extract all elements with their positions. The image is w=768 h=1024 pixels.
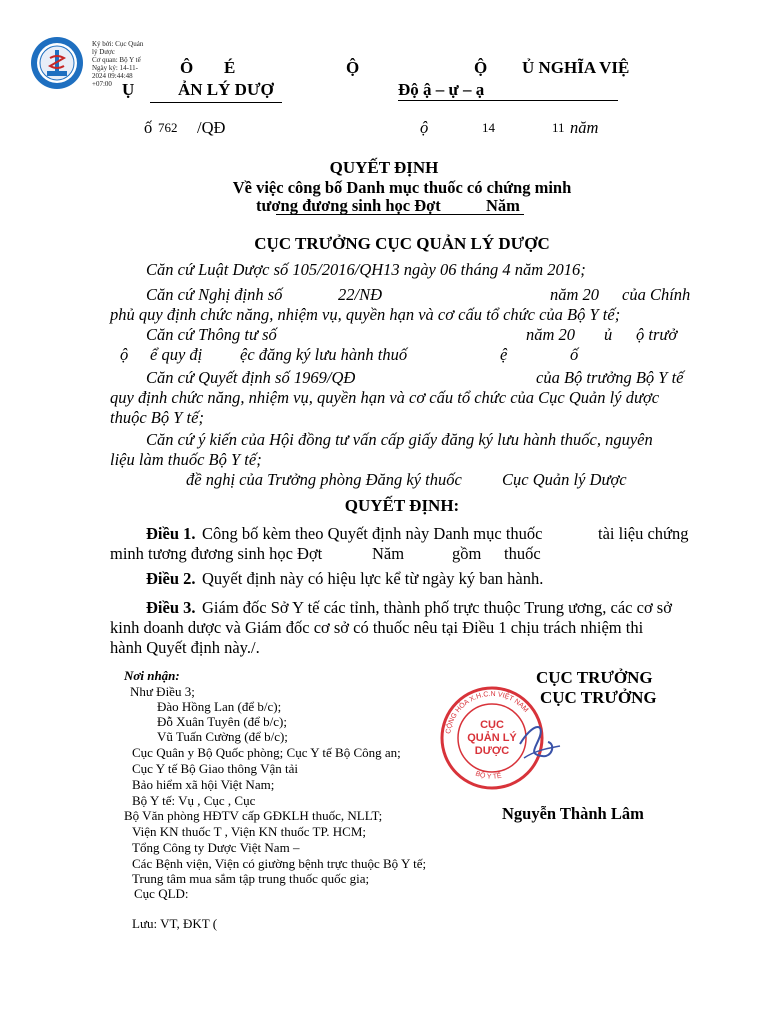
recipient-item: Như Điều 3; [130, 684, 195, 699]
doc-number-prefix: ố [144, 118, 153, 137]
signer-title-2: CỤC TRƯỞNG [540, 688, 657, 707]
subtitle-underline [276, 214, 524, 215]
basis-6b: Cục Quản lý Dược [502, 470, 627, 489]
basis-3h: ệ [500, 345, 508, 364]
stamp-ring-bottom: BỘ Y TẾ [474, 770, 503, 781]
basis-3g: ệc đăng ký lưu hành thuố [240, 345, 408, 364]
basis-4d: thuộc Bộ Y tế; [110, 408, 204, 427]
date-mark: ộ [420, 118, 429, 137]
basis-2c: năm 20 [550, 285, 600, 304]
basis-4b: của Bộ trưởng Bộ Y tế [536, 368, 684, 387]
stamp-center-line2: QUẢN LÝ [467, 732, 517, 744]
header-right-line1c: Ủ NGHĨA VIỆ [522, 58, 630, 77]
recipient-item: Cục Quân y Bộ Quốc phòng; Cục Y tế Bộ Công an; [132, 745, 401, 760]
article-3c: hành Quyết định này./. [110, 638, 260, 657]
recipient-item: Viện KN thuốc T , Viện KN thuốc TP. HCM; [132, 824, 367, 839]
basis-2a: Căn cứ Nghị định số [146, 285, 283, 304]
signer-name: Nguyễn Thành Lâm [502, 804, 644, 823]
header-right-underline [398, 100, 618, 101]
article-1b: tài liệu chứng [598, 524, 689, 543]
article-1a: Công bố kèm theo Quyết định này Danh mục thuốc [202, 524, 543, 543]
article-3a: Giám đốc Sở Y tế các tỉnh, thành phố trực thuộc Trung ương, các cơ sở [202, 598, 672, 617]
article-3b: kinh doanh dược và Giám đốc cơ sở có thuốc nêu tại Điều 1 chịu trách nhiệm thi [110, 618, 644, 637]
decision-subtitle-line2b: Năm [486, 196, 520, 215]
stamp-center-line3: DƯỢC [474, 745, 510, 757]
decision-subtitle-line2a: tương đương sinh học Đợt [256, 196, 441, 215]
header-left-line2b: ẢN LÝ DƯỢ [178, 80, 274, 99]
recipient-item: Cục QLD: [134, 886, 189, 901]
article-1f: thuốc [504, 544, 541, 563]
basis-1: Căn cứ Luật Dược số 105/2016/QH13 ngày 06 tháng 4 năm 2016; [146, 260, 586, 279]
recipient-item: Tổng Công ty Dược Việt Nam – [132, 840, 300, 855]
header-left-line1b: É [224, 58, 236, 77]
header-right-line2: Độ ậ – ự – ạ [398, 80, 485, 99]
ministry-logo [30, 36, 84, 90]
article-1c: minh tương đương sinh học Đợt [110, 544, 323, 563]
basis-3b: năm 20 [526, 325, 576, 344]
header-right-line1a: Ộ [346, 58, 360, 77]
recipient-item: Bộ Văn phòng HĐTV cấp GĐKLH thuốc, NLLT; [124, 808, 383, 823]
recipient-item: Trung tâm mua sắm tập trung thuốc quốc gia; [132, 871, 370, 886]
basis-3a: Căn cứ Thông tư số [146, 325, 277, 344]
recipient-item: Đỗ Xuân Tuyên (để b/c); [157, 714, 287, 729]
basis-3i: ố [570, 345, 579, 364]
article-1e: gồm [452, 544, 482, 563]
date-day: 14 [482, 120, 495, 135]
header-left-line2a: Ụ [122, 80, 135, 99]
recipient-item: Các Bệnh viện, Viện có giường bệnh trực thuộc Bộ Y tế; [132, 856, 427, 871]
digital-signature-info: Ký bởi: Cục Quản lý Dược Cơ quan: Bộ Y tế Ngày ký: 14-11- 2024 09:44:48 +07:00 [92, 40, 144, 88]
official-stamp [432, 684, 562, 792]
archive-note: Lưu: VT, ĐKT ( [132, 916, 218, 931]
header-right-line1b: Ộ [474, 58, 488, 77]
decision-heading: QUYẾT ĐỊNH: [344, 496, 460, 515]
decision-subtitle-line1: Về việc công bố Danh mục thuốc có chứng minh [232, 178, 572, 197]
article-3-label: Điều 3. [146, 598, 196, 617]
basis-4a: Căn cứ Quyết định số 1969/QĐ [146, 368, 356, 387]
decision-title: QUYẾT ĐỊNH [329, 158, 439, 177]
basis-5a: Căn cứ ý kiến của Hội đồng tư vấn cấp giấy đăng ký lưu hành thuốc, nguyên [146, 430, 653, 449]
basis-3f: ể quy đị [150, 345, 203, 364]
recipient-item: Bảo hiểm xã hội Việt Nam; [132, 777, 275, 792]
basis-3e: ộ [120, 345, 129, 364]
basis-3c: ủ [604, 325, 613, 344]
doc-number: 762 [158, 120, 178, 135]
recipient-item: Cục Y tế Bộ Giao thông Vận tải [132, 761, 298, 776]
recipients-title: Nơi nhận: [124, 668, 180, 683]
recipient-item: Đào Hồng Lan (để b/c); [157, 699, 282, 714]
article-2: Quyết định này có hiệu lực kể từ ngày ký ban hành. [202, 569, 544, 588]
basis-2e: phủ quy định chức năng, nhiệm vụ, quyền hạn và cơ cấu tổ chức của Bộ Y tế; [110, 305, 621, 324]
stamp-ring-top: CỘNG HÒA X.H.C.N VIỆT NAM [445, 690, 530, 735]
header-left-underline [150, 102, 282, 103]
article-2-label: Điều 2. [146, 569, 196, 588]
basis-6a: đề nghị của Trưởng phòng Đăng ký thuốc [186, 470, 462, 489]
signer-title-1: CỤC TRƯỞNG [536, 668, 653, 687]
issuing-authority: CỤC TRƯỞNG CỤC QUẢN LÝ DƯỢC [254, 234, 550, 253]
article-1-label: Điều 1. [146, 524, 196, 543]
doc-number-suffix: /QĐ [197, 118, 226, 137]
recipient-item: Bộ Y tế: Vụ , Cục , Cục [132, 793, 256, 808]
basis-3d: ộ trưở [636, 325, 678, 344]
basis-4c: quy định chức năng, nhiệm vụ, quyền hạn và cơ cấu tổ chức của Cục Quản lý dược [110, 388, 660, 407]
date-month: 11 [552, 120, 565, 135]
date-year-word: năm [570, 118, 599, 137]
basis-2b: 22/NĐ [338, 285, 383, 304]
article-1d: Năm [372, 544, 405, 563]
basis-2d: của Chính [622, 285, 691, 304]
header-left-line1a: Ô [180, 58, 194, 77]
stamp-center-line1: CỤC [480, 719, 504, 731]
recipient-item: Vũ Tuấn Cường (để b/c); [157, 729, 288, 744]
basis-5b: liệu làm thuốc Bộ Y tế; [110, 450, 262, 469]
